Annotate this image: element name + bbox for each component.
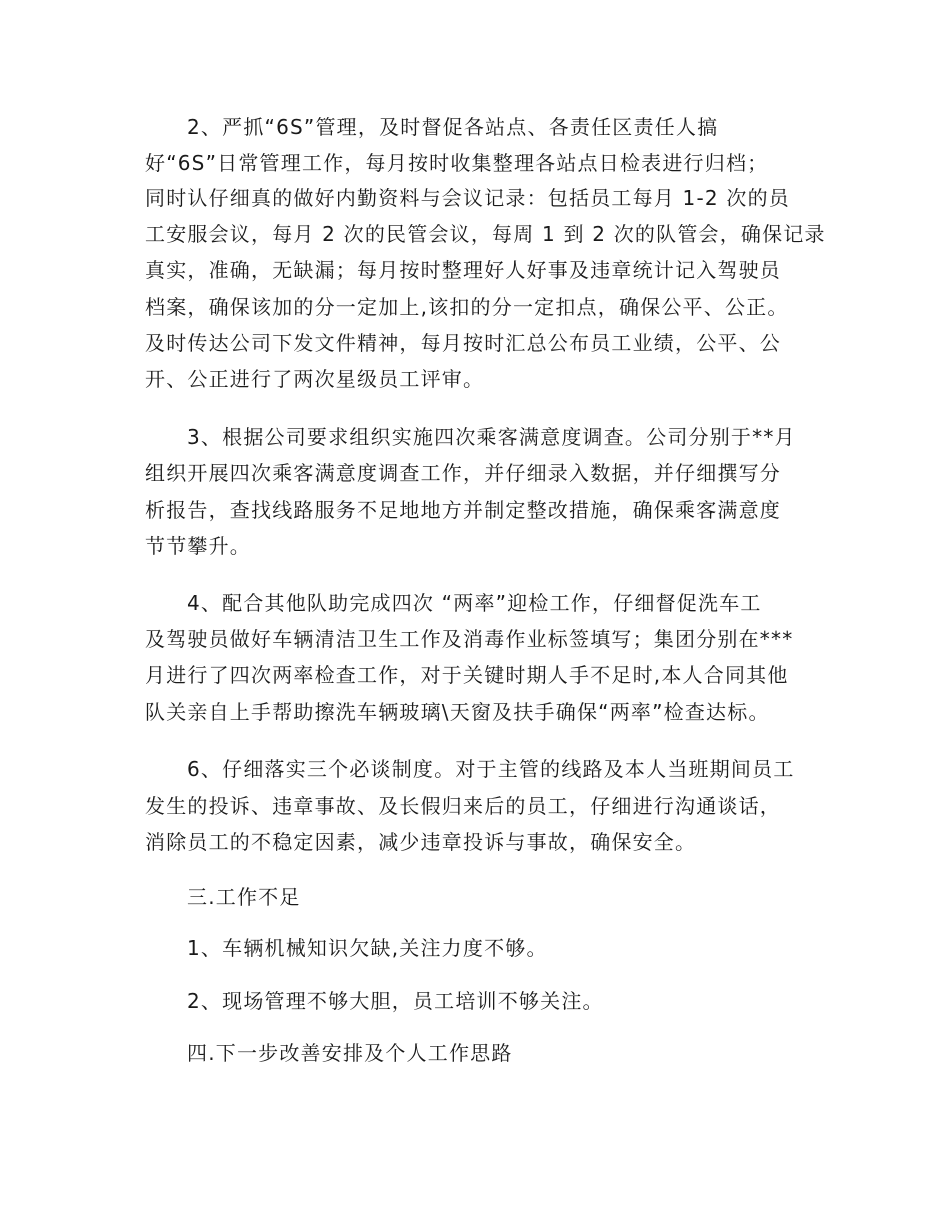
paragraph-line: 开、公正进行了两次星级员工评审。 xyxy=(145,367,485,391)
paragraph-line: 真实，准确，无缺漏；每月按时整理好人好事及违章统计记入驾驶员 xyxy=(145,258,781,282)
paragraph-line: 节节攀升。 xyxy=(145,534,251,558)
paragraph-line: 2、严抓“6S”管理，及时督促各站点、各责任区责任人搞 xyxy=(187,115,719,139)
paragraph-line: 消除员工的不稳定因素，减少违章投诉与事故，确保安全。 xyxy=(145,830,697,854)
paragraph-line: 3、根据公司要求组织实施四次乘客满意度调查。公司分别于**月 xyxy=(187,425,796,449)
paragraph-line: 队关亲自上手帮助擦洗车辆玻璃\天窗及扶手确保“两率”检查达标。 xyxy=(145,700,770,724)
paragraph-line: 及驾驶员做好车辆清洁卫生工作及消毒作业标签填写；集团分别在*** xyxy=(145,627,794,651)
list-item: 1、车辆机械知识欠缺,关注力度不够。 xyxy=(187,936,548,960)
paragraph-line: 6、仔细落实三个必谈制度。对于主管的线路及本人当班期间员工 xyxy=(187,757,795,781)
paragraph-line: 析报告，查找线路服务不足地地方并制定整改措施，确保乘客满意度 xyxy=(145,498,781,522)
paragraph-line: 档案，确保该加的分一定加上,该扣的分一定扣点，确保公平、公正。 xyxy=(145,295,789,319)
paragraph-line: 同时认仔细真的做好内勤资料与会议记录：包括员工每月 1-2 次的员 xyxy=(145,186,790,210)
paragraph-line: 工安服会议，每月 2 次的民管会议，每周 1 到 2 次的队管会，确保记录 xyxy=(145,222,826,246)
paragraph-line: 4、配合其他队助完成四次 “两率”迎检工作，仔细督促洗车工 xyxy=(187,591,762,615)
section-heading: 三.工作不足 xyxy=(187,885,301,909)
paragraph-line: 发生的投诉、违章事故、及长假归来后的员工，仔细进行沟通谈话， xyxy=(145,794,781,818)
section-heading: 四.下一步改善安排及个人工作思路 xyxy=(187,1041,513,1065)
paragraph-line: 组织开展四次乘客满意度调查工作，并仔细录入数据，并仔细撰写分 xyxy=(145,461,781,485)
paragraph-line: 好“6S”日常管理工作，每月按时收集整理各站点日检表进行归档； xyxy=(145,151,769,175)
paragraph-line: 及时传达公司下发文件精神，每月按时汇总公布员工业绩，公平、公 xyxy=(145,331,781,355)
list-item: 2、现场管理不够大胆，员工培训不够关注。 xyxy=(187,989,604,1013)
paragraph-line: 月进行了四次两率检查工作，对于关键时期人手不足时,本人合同其他 xyxy=(145,663,789,687)
